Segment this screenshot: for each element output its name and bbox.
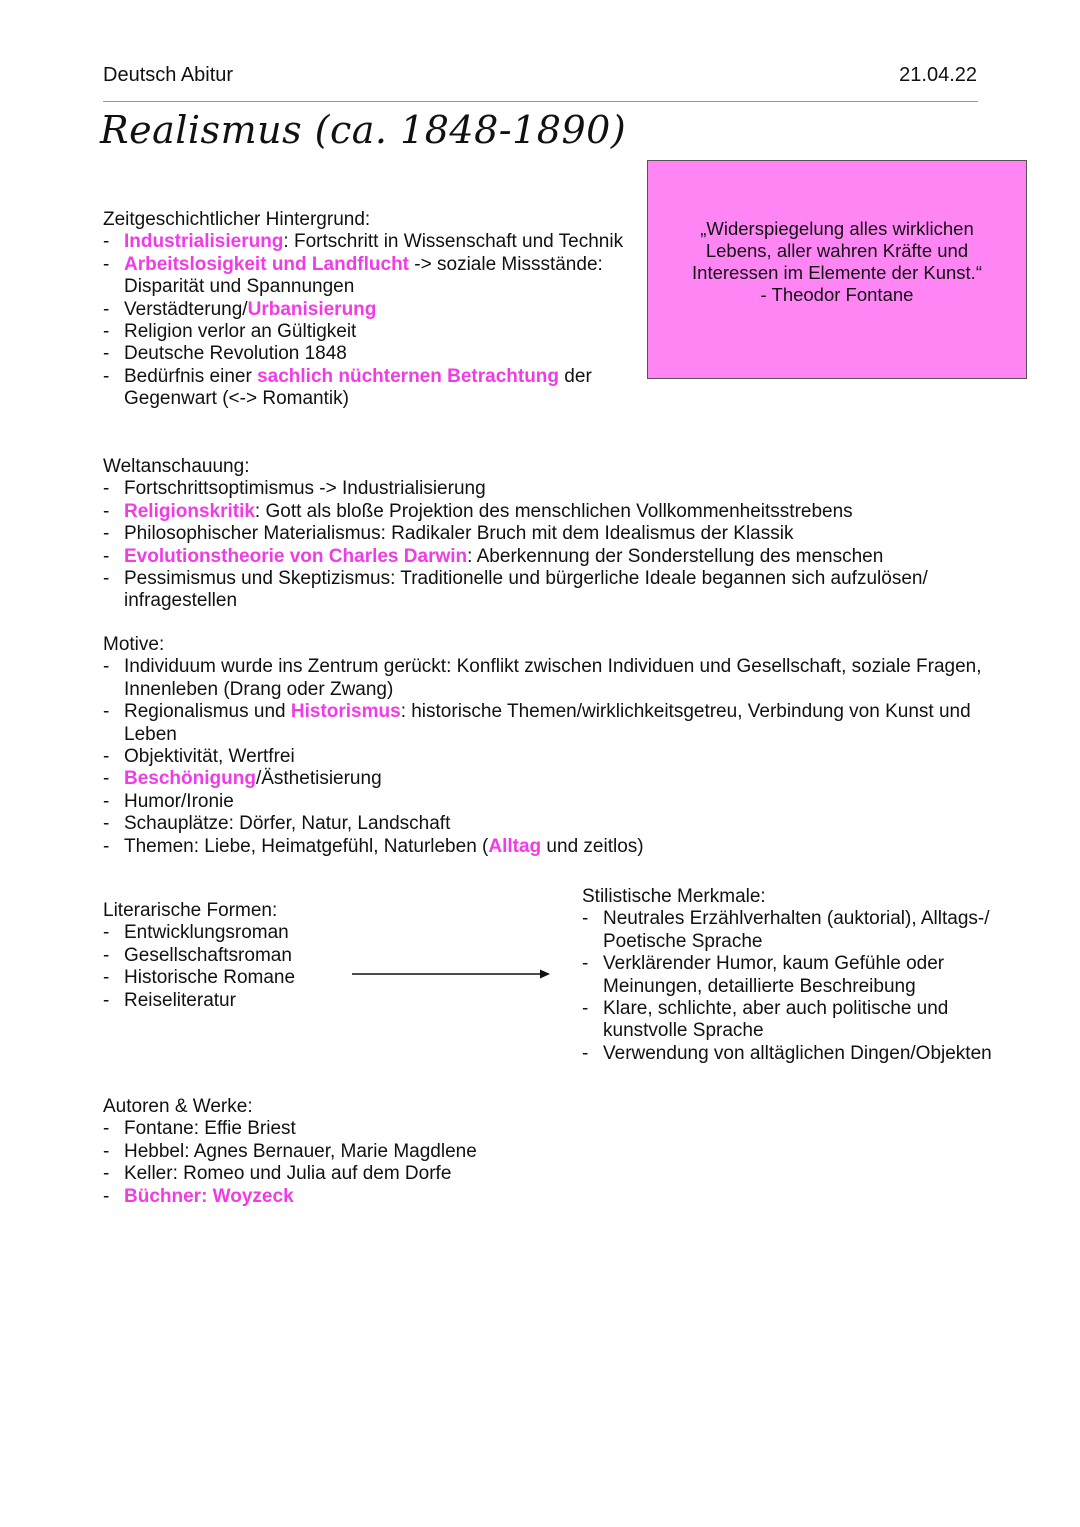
list-item xyxy=(103,568,983,613)
section-background xyxy=(103,209,633,411)
bullet-list xyxy=(103,922,343,1012)
item-text: Reiseliteratur xyxy=(124,989,236,1011)
item-text: Bedürfnis einer xyxy=(124,365,258,387)
list-item xyxy=(103,366,633,411)
list-item xyxy=(103,231,633,253)
item-text: : historische Themen/wirklichkeitsgetreu, Verbindung von Kunst und Leben xyxy=(124,701,971,745)
section-heading: Literarische Formen: xyxy=(103,900,278,921)
item-text: Humor/Ironie xyxy=(124,790,234,812)
section-worldview xyxy=(103,456,983,613)
item-text: der Gegenwart (<-> Romantik) xyxy=(124,365,592,410)
item-text: Pessimismus und Skeptizismus: Traditionelle und bürgerliche Ideale begannen sich aufzulösen/ infragestellen xyxy=(124,568,928,612)
list-item xyxy=(103,254,633,299)
highlight-text: Arbeitslosigkeit und Landflucht xyxy=(124,253,410,275)
item-text: Fontane: Effie Briest xyxy=(124,1118,296,1140)
page-title: Realismus (ca. 1848-1890) xyxy=(100,108,627,152)
list-item xyxy=(103,836,983,858)
item-text: /Ästhetisierung xyxy=(255,768,382,790)
highlight-text: Historismus xyxy=(290,701,401,723)
item-text: -> soziale Missstände: Disparität und Spannungen xyxy=(124,253,603,298)
item-text: Verstädterung/ xyxy=(124,298,248,320)
header-divider xyxy=(103,101,978,102)
list-item xyxy=(103,501,983,523)
section-forms xyxy=(103,900,343,1012)
item-text: Gesellschaftsroman xyxy=(124,944,292,966)
section-heading: Autoren & Werke: xyxy=(103,1096,253,1117)
list-item xyxy=(103,478,983,500)
list-item xyxy=(103,1163,603,1185)
list-item xyxy=(582,1043,1022,1065)
list-item xyxy=(582,953,1022,998)
item-text: Deutsche Revolution 1848 xyxy=(124,343,347,365)
list-item xyxy=(103,922,343,944)
item-text: Regionalismus und xyxy=(124,701,291,723)
section-motifs xyxy=(103,634,983,858)
list-item xyxy=(103,299,633,321)
highlight-text: Evolutionstheorie von Charles Darwin xyxy=(124,545,468,567)
list-item xyxy=(103,1118,603,1140)
highlight-text: Büchner: Woyzeck xyxy=(124,1185,294,1207)
bullet-list xyxy=(103,231,633,410)
section-style xyxy=(582,886,1022,1065)
list-item xyxy=(103,791,983,813)
item-text: : Aberkennung der Sonderstellung des menschen xyxy=(467,545,884,567)
list-item xyxy=(103,546,983,568)
item-text: Schauplätze: Dörfer, Natur, Landschaft xyxy=(124,813,451,835)
item-text: Philosophischer Materialismus: Radikaler Bruch mit dem Idealismus der Klassik xyxy=(124,523,794,545)
list-item xyxy=(582,998,1022,1043)
bullet-list xyxy=(103,1118,603,1208)
item-text: : Gott als bloße Projektion des menschlichen Vollkommenheitsstrebens xyxy=(254,500,853,522)
list-item xyxy=(103,746,983,768)
list-item xyxy=(103,813,983,835)
item-text: Entwicklungsroman xyxy=(124,922,289,944)
list-item xyxy=(103,1186,603,1208)
section-heading: Zeitgeschichtlicher Hintergrund: xyxy=(103,209,371,230)
item-text: Fortschrittsoptimismus -> Industrialisierung xyxy=(124,478,486,500)
list-item xyxy=(582,908,1022,953)
item-text: Verwendung von alltäglichen Dingen/Objekten xyxy=(603,1042,992,1064)
document-date: 21.04.22 xyxy=(899,64,977,86)
quote-author: - Theodor Fontane xyxy=(760,283,914,305)
list-item xyxy=(103,1141,603,1163)
arrow-right-icon xyxy=(352,966,550,982)
section-heading: Stilistische Merkmale: xyxy=(582,886,766,907)
highlight-text: Religionskritik xyxy=(124,500,255,522)
highlight-text: Urbanisierung xyxy=(247,298,377,320)
item-text: und zeitlos) xyxy=(541,835,644,857)
item-text: Neutrales Erzählverhalten (auktorial), Alltags-/ Poetische Sprache xyxy=(603,908,990,952)
quote-text: „Widerspiegelung alles wirklichen Lebens, aller wahren Kräfte und Interessen im Elemente der Kunst.“ xyxy=(692,217,982,283)
list-item xyxy=(103,343,633,365)
list-item xyxy=(103,967,343,989)
highlight-text: sachlich nüchternen Betrachtung xyxy=(257,365,560,387)
item-text: Themen: Liebe, Heimatgefühl, Naturleben ( xyxy=(124,835,489,857)
item-text: : Fortschritt in Wissenschaft und Technik xyxy=(283,231,624,253)
highlight-text: Industrialisierung xyxy=(124,231,284,253)
bullet-list xyxy=(103,656,983,858)
section-authors xyxy=(103,1096,603,1208)
item-text: Keller: Romeo und Julia auf dem Dorfe xyxy=(124,1163,452,1185)
item-text: Verklärender Humor, kaum Gefühle oder Meinungen, detaillierte Beschreibung xyxy=(603,953,945,997)
item-text: Religion verlor an Gültigkeit xyxy=(124,321,357,343)
item-text: Objektivität, Wertfrei xyxy=(124,746,295,768)
bullet-list xyxy=(582,908,1022,1065)
item-text: Historische Romane xyxy=(124,967,296,989)
highlight-text: Alltag xyxy=(488,835,542,857)
list-item xyxy=(103,990,343,1012)
section-heading: Weltanschauung: xyxy=(103,456,250,477)
list-item xyxy=(103,523,983,545)
item-text: Klare, schlichte, aber auch politische und kunstvolle Sprache xyxy=(603,998,949,1042)
highlight-text: Beschönigung xyxy=(124,768,256,790)
item-text: Individuum wurde ins Zentrum gerückt: Konflikt zwischen Individuen und Gesellschaft, soziale Fragen, Innenleben (Drang oder Zwang) xyxy=(124,656,982,700)
list-item xyxy=(103,945,343,967)
list-item xyxy=(103,321,633,343)
quote-box xyxy=(647,160,1027,379)
document-subject: Deutsch Abitur xyxy=(103,64,234,86)
list-item xyxy=(103,656,983,701)
bullet-list xyxy=(103,478,983,612)
list-item xyxy=(103,701,983,746)
list-item xyxy=(103,768,983,790)
section-heading: Motive: xyxy=(103,634,165,655)
item-text: Hebbel: Agnes Bernauer, Marie Magdlene xyxy=(124,1140,477,1162)
